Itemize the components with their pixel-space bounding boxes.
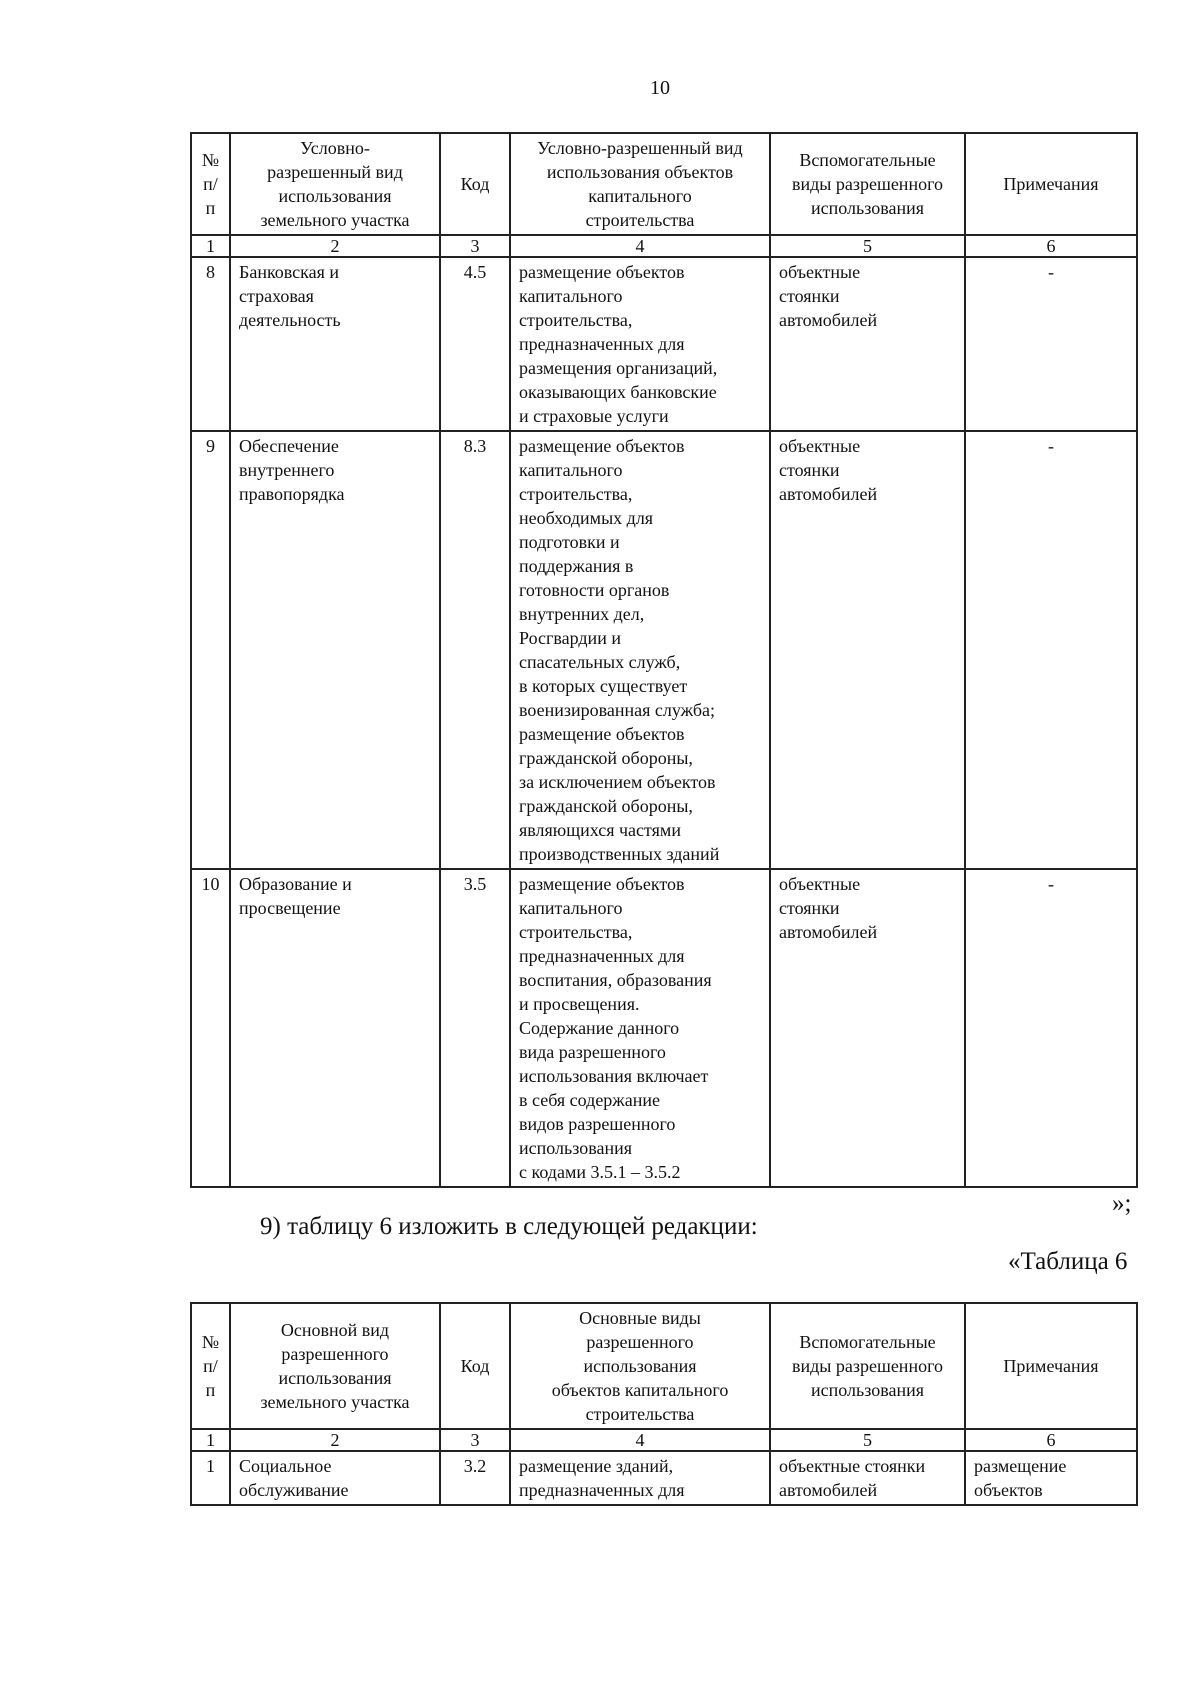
header-notes: Примечания — [965, 1303, 1137, 1429]
use-code: 3.5 — [440, 869, 510, 1187]
row-number: 8 — [191, 257, 230, 431]
column-number: 5 — [770, 235, 965, 257]
header-land-use: Основной вид разрешенного использования земельного участка — [230, 1303, 440, 1429]
auxiliary-use: объектные стоянки автомобилей — [770, 257, 965, 431]
land-use-name: Обеспечение внутреннего правопорядка — [230, 431, 440, 869]
column-number: 2 — [230, 235, 440, 257]
amendment-instruction: 9) таблицу 6 изложить в следующей редакции: — [260, 1213, 758, 1240]
use-description: размещение объектов капитального строительства, необходимых для подготовки и поддержания в готовности органов внутренних дел, Росгвардии и спасательных служб, в которых существует военизированная служба; размещение объектов гражданской обороны, за исключением объектов гражданской обороны, являющихся частями производственных зданий — [510, 431, 770, 869]
column-number-row — [191, 1429, 1137, 1451]
notes: - — [965, 431, 1137, 869]
column-number: 1 — [191, 235, 230, 257]
header-number: № п/п — [191, 1303, 230, 1429]
column-number: 4 — [510, 1429, 770, 1451]
auxiliary-use: объектные стоянки автомобилей — [770, 431, 965, 869]
row-number: 1 — [191, 1451, 230, 1505]
page-number: 10 — [650, 77, 670, 99]
closing-quote: »; — [1112, 1190, 1132, 1217]
header-notes: Примечания — [965, 133, 1137, 235]
table-caption: «Таблица 6 — [1008, 1248, 1128, 1275]
header-auxiliary: Вспомогательные виды разрешенного использования — [770, 133, 965, 235]
table-row — [191, 431, 1137, 869]
table-header-row — [191, 1303, 1137, 1429]
use-description: размещение объектов капитального строительства, предназначенных для размещения организаций, оказывающих банковские и страховые услуги — [510, 257, 770, 431]
header-code: Код — [440, 1303, 510, 1429]
use-code: 4.5 — [440, 257, 510, 431]
use-code: 8.3 — [440, 431, 510, 869]
table-6 — [190, 1302, 1138, 1506]
column-number: 5 — [770, 1429, 965, 1451]
table-5-continuation — [190, 132, 1138, 1188]
notes: - — [965, 257, 1137, 431]
row-number: 9 — [191, 431, 230, 869]
column-number: 2 — [230, 1429, 440, 1451]
row-number: 10 — [191, 869, 230, 1187]
land-use-name: Образование и просвещение — [230, 869, 440, 1187]
land-use-name: Социальное обслуживание — [230, 1451, 440, 1505]
column-number: 1 — [191, 1429, 230, 1451]
column-number: 6 — [965, 1429, 1137, 1451]
column-number-row — [191, 235, 1137, 257]
header-auxiliary: Вспомогательные виды разрешенного использования — [770, 1303, 965, 1429]
header-capital-use: Основные виды разрешенного использования объектов капитального строительства — [510, 1303, 770, 1429]
column-number: 6 — [965, 235, 1137, 257]
auxiliary-use: объектные стоянки автомобилей — [770, 1451, 965, 1505]
notes: - — [965, 869, 1137, 1187]
header-land-use: Условно- разрешенный вид использования земельного участка — [230, 133, 440, 235]
column-number: 3 — [440, 1429, 510, 1451]
land-use-name: Банковская и страховая деятельность — [230, 257, 440, 431]
notes: размещение объектов — [965, 1451, 1137, 1505]
table-row — [191, 257, 1137, 431]
table-row — [191, 869, 1137, 1187]
table-header-row — [191, 133, 1137, 235]
use-description: размещение объектов капитального строительства, предназначенных для воспитания, образования и просвещения. Содержание данного вида разрешенного использования включает в себя содержание видов разрешенного использования с кодами 3.5.1 – 3.5.2 — [510, 869, 770, 1187]
table-row — [191, 1451, 1137, 1505]
column-number: 4 — [510, 235, 770, 257]
header-number: № п/п — [191, 133, 230, 235]
header-capital-use: Условно-разрешенный вид использования объектов капитального строительства — [510, 133, 770, 235]
column-number: 3 — [440, 235, 510, 257]
auxiliary-use: объектные стоянки автомобилей — [770, 869, 965, 1187]
use-description: размещение зданий, предназначенных для — [510, 1451, 770, 1505]
use-code: 3.2 — [440, 1451, 510, 1505]
header-code: Код — [440, 133, 510, 235]
